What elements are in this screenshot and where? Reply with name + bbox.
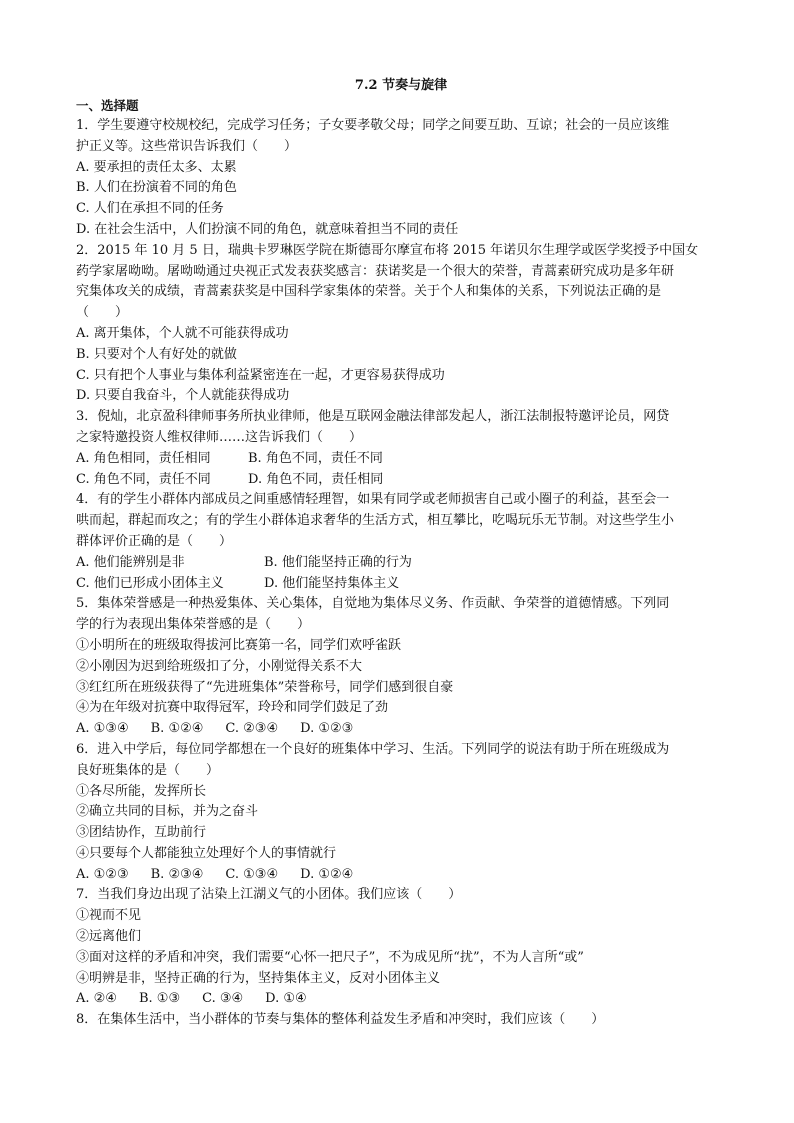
question-7-item-2: ②远离他们 [76,929,142,945]
question-8-stem: 8．在集体生活中，当小群体的节奏与集体的整体利益发生矛盾和冲突时，我们应该（ ） [76,1012,605,1028]
question-7-option-c: C. ③④ [202,991,244,1007]
question-2 [76,241,726,407]
question-5-option-b: B. ①②④ [150,721,204,737]
question-6-option-c: C. ①③④ [225,866,279,882]
question-3-stem-cont: 之家特邀投资人维权律师……这告诉我们（ ） [76,429,363,445]
question-4-option-b: B. 他们能坚持正确的行为 [264,554,412,570]
question-7-stem: 7．当我们身边出现了沾染上江湖义气的小团体。我们应该（ ） [76,887,462,903]
question-1-stem: 1．学生要遵守校规校纪，完成学习任务；子女要孝敬父母；同学之间要互助、互谅；社会的一员应该维 [76,118,670,133]
question-4-options-row-2 [76,574,726,595]
question-1-option-b: B. 人们在扮演着不同的角色 [76,180,237,196]
question-2-option-c: C. 只有把个人事业与集体利益紧密连在一起，才更容易获得成功 [76,367,445,383]
question-7-option-b: B. ①③ [138,991,181,1007]
question-3-option-a: A. 角色相同，责任相同 [76,450,211,466]
question-1-option-a: A. 要承担的责任太多、太累 [76,159,237,175]
question-6-stem: 6．进入中学后，每位同学都想在一个良好的班集体中学习、生活。下列同学的说法有助于所在班级成为 [76,741,670,757]
question-7-option-a: A. ②④ [76,991,117,1007]
question-4-stem: 4．有的学生小群体内部成员之间重感情轻理智，如果有同学或老师损害自己或小圈子的利益，甚至会一 [76,492,670,508]
question-2-option-a: A. 离开集体，个人就不可能获得成功 [76,325,289,341]
question-5-option-a: A. ①③④ [76,721,129,737]
section-heading: 一、选择题 [76,98,139,113]
question-6-item-2: ②确立共同的目标，并为之奋斗 [76,804,259,820]
question-6-option-a: A. ①②③ [76,866,129,882]
question-1 [76,116,726,241]
question-7-options [76,989,726,1010]
document-title: 7.2 节奏与旋律 [354,78,448,93]
question-6-option-d: D. ①②④ [300,866,354,882]
question-2-option-b: B. 只要对个人有好处的就做 [76,346,237,362]
question-7-item-1: ①视而不见 [76,908,142,924]
question-4-option-c: C. 他们已形成小团体主义 [76,575,224,591]
question-6 [76,740,726,886]
question-5-stem: 5．集体荣誉感是一种热爱集体、关心集体，自觉地为集体尽义务、作贡献、争荣誉的道德情感。下列同 [76,596,670,612]
question-5-options [76,719,726,740]
question-5-option-d: D. ①②③ [300,721,354,737]
question-1-option-d: D. 在社会生活中，人们扮演不同的角色，就意味着担当不同的责任 [76,221,459,237]
question-2-stem-cont: （ ） [76,305,129,321]
question-7-option-d: D. ①④ [265,991,307,1007]
question-7-item-4: ④明辨是非，坚持正确的行为，坚持集体主义，反对小团体主义 [76,970,441,986]
question-1-option-c: C. 人们在承担不同的任务 [76,201,224,217]
question-5-item-3: ③红红所在班级获得了“先进班集体”荣誉称号，同学们感到很自豪 [76,679,454,695]
question-4-stem-cont: 哄而起，群起而攻之；有的学生小群体追求奢华的生活方式，相互攀比，吃喝玩乐无节制。对这些学生小 [76,513,675,529]
question-4-option-a: A. 他们能辨别是非 [76,554,185,570]
question-3-option-b: B. 角色不同，责任不同 [248,450,383,466]
question-3-option-d: D. 角色不同，责任相同 [248,471,384,487]
question-2-stem-cont: 究集体攻关的成绩，青蒿素获奖是中国科学家集体的荣誉。关于个人和集体的关系，下列说法正确的是 [76,284,662,300]
question-6-options [76,865,726,886]
question-2-option-d: D. 只要自我奋斗，个人就能获得成功 [76,388,290,404]
question-3-option-c: C. 角色不同，责任不同 [76,471,211,487]
question-5-item-2: ②小刚因为迟到给班级扣了分，小刚觉得关系不大 [76,658,363,674]
question-3 [76,407,726,490]
question-3-options-row-2 [76,470,726,491]
question-6-item-1: ①各尽所能，发挥所长 [76,783,207,799]
document-page [76,76,726,1031]
question-6-option-b: B. ②③④ [150,866,204,882]
question-6-item-3: ③团结协作，互助前行 [76,825,207,841]
question-6-item-4: ④只要每个人都能独立处理好个人的事情就行 [76,845,337,861]
question-5-item-1: ①小明所在的班级取得拔河比赛第一名，同学们欢呼雀跃 [76,637,402,653]
question-7-item-3: ③面对这样的矛盾和冲突，我们需要“心怀一把尺子”，不为成见所“扰”，不为人言所“或” [76,949,584,965]
question-3-stem: 3．倪灿，北京盈科律师事务所执业律师，他是互联网金融法律部发起人，浙江法制报特邀评论员，网贷 [76,409,670,425]
question-4 [76,490,726,594]
question-5 [76,594,726,740]
question-4-stem-cont: 群体评价正确的是（ ） [76,533,233,549]
question-5-item-4: ④为在年级对抗赛中取得冠军，玲玲和同学们鼓足了劲 [76,700,389,716]
question-1-stem-cont: 护正义等。这些常识告诉我们（ ） [76,138,298,154]
question-8 [76,1010,726,1031]
question-3-options-row-1 [76,449,726,470]
question-5-option-c: C. ②③④ [225,721,279,737]
question-4-option-d: D. 他们能坚持集体主义 [264,575,400,591]
question-6-stem-cont: 良好班集体的是（ ） [76,762,220,778]
question-5-stem-cont: 学的行为表现出集体荣誉感的是（ ） [76,617,311,633]
question-2-stem: 2．2015 年 10 月 5 日，瑞典卡罗琳医学院在斯德哥尔摩宣布将 2015 年诺贝尔生理学或医学奖授予中国女 [76,242,699,258]
question-2-stem-cont: 药学家屠呦呦。屠呦呦通过央视正式发表获奖感言：获诺奖是一个很大的荣誉，青蒿素研究成功是多年研 [76,263,675,279]
question-4-options-row-1 [76,553,726,574]
question-7 [76,885,726,1010]
